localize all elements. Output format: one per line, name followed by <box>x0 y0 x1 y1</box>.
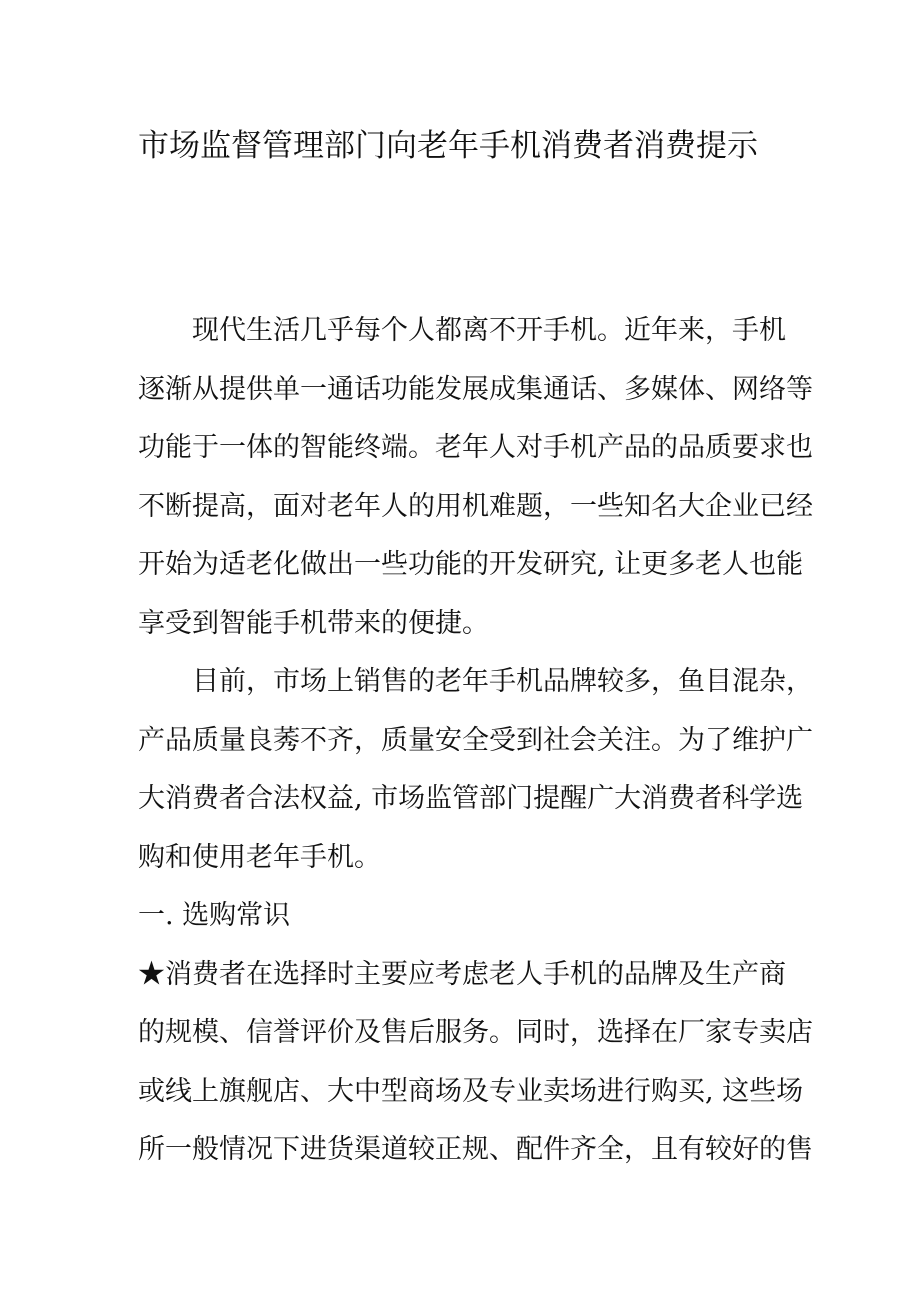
paragraph-intro <box>138 302 813 653</box>
section-heading-purchase-tips: 一. 选购常识 <box>138 900 291 931</box>
paragraph-line: 享受到智能手机带来的便捷。 <box>138 607 489 639</box>
paragraph-line: 逐渐从提供单一通话功能发展成集通话、多媒体、网络等 <box>138 373 813 405</box>
document-body <box>138 302 813 1180</box>
paragraph-line: 所一般情况下进货渠道较正规、配件齐全，且有较好的售 <box>138 1134 813 1165</box>
paragraph-line: 现代生活几乎每个人都离不开手机。近年来，手机 <box>192 315 786 346</box>
paragraph-line: 大消费者合法权益, 市场监管部门提醒广大消费者科学选 <box>138 783 804 814</box>
paragraph-line: ★消费者在选择时主要应考虑老人手机的品牌及生产商 <box>138 958 786 990</box>
paragraph-line: 功能于一体的智能终端。老年人对手机产品的品质要求也 <box>138 432 813 463</box>
paragraph-purchase-advice <box>138 946 813 1180</box>
paragraph-market <box>138 653 813 887</box>
paragraph-line: 购和使用老年手机。 <box>138 841 381 873</box>
document-title: 市场监督管理部门向老年手机消费者消费提示 <box>138 128 758 164</box>
paragraph-line: 产品质量良莠不齐，质量安全受到社会关注。为了维护广 <box>138 724 813 756</box>
paragraph-line: 的规模、信誉评价及售后服务。同时，选择在厂家专卖店 <box>138 1017 813 1048</box>
paragraph-line: 目前，市场上销售的老年手机品牌较多，鱼目混杂， <box>192 666 813 697</box>
paragraph-line: 不断提高，面对老年人的用机难题，一些知名大企业已经 <box>138 490 813 522</box>
paragraph-line: 或线上旗舰店、大中型商场及专业卖场进行购买, 这些场 <box>138 1075 804 1107</box>
paragraph-line: 开始为适老化做出一些功能的开发研究, 让更多老人也能 <box>138 549 804 580</box>
